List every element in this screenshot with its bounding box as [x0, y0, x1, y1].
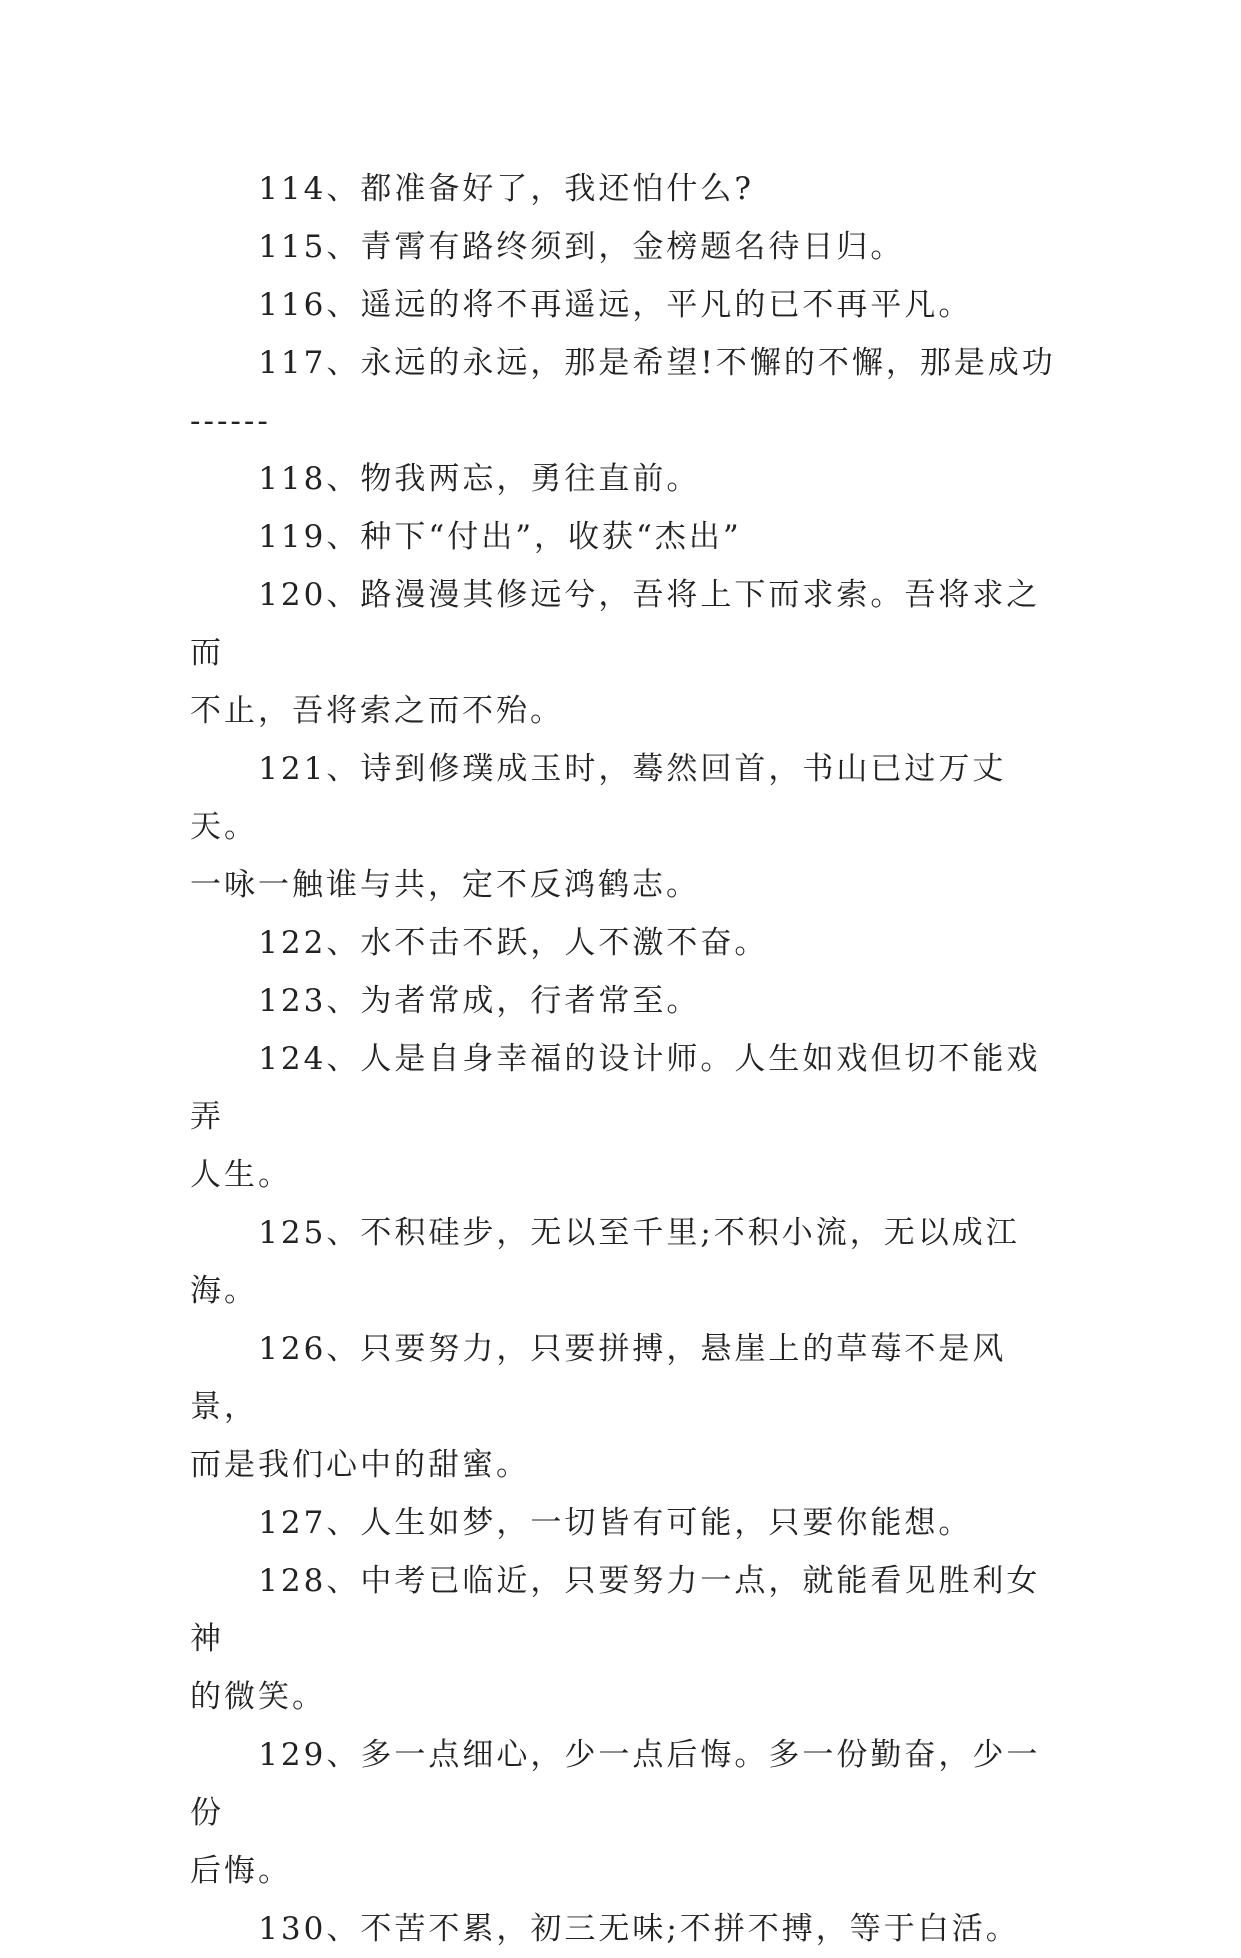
paragraph-118 — [190, 450, 1070, 508]
paragraph-119 — [190, 508, 1070, 566]
paragraph-117 — [190, 334, 1070, 450]
paragraph-line: 123、为者常成，行者常至。 — [258, 983, 701, 1019]
paragraph-continuation: 后悔。 — [190, 1853, 292, 1889]
paragraph-129 — [190, 1726, 1070, 1900]
paragraph-continuation: 不止，吾将索之而不殆。 — [190, 693, 564, 729]
paragraph-line: 117、永远的永远，那是希望!不懈的不懈，那是成功 — [258, 345, 1056, 381]
paragraph-line: 129、多一点细心，少一点后悔。多一份勤奋，少一份 — [190, 1737, 1041, 1831]
paragraph-line: 128、中考已临近，只要努力一点，就能看见胜利女神 — [190, 1563, 1041, 1657]
paragraph-line: 114、都准备好了，我还怕什么? — [258, 171, 754, 207]
paragraph-125 — [190, 1204, 1070, 1320]
paragraph-line: 115、青霄有路终须到，金榜题名待日归。 — [258, 229, 905, 265]
paragraph-121 — [190, 740, 1070, 914]
paragraph-116 — [190, 276, 1070, 334]
paragraph-line: 124、人是自身幸福的设计师。人生如戏但切不能戏弄 — [190, 1041, 1041, 1135]
paragraph-128 — [190, 1552, 1070, 1726]
paragraph-130 — [190, 1900, 1070, 1958]
paragraph-124 — [190, 1030, 1070, 1204]
paragraph-123 — [190, 972, 1070, 1030]
paragraph-continuation: 人生。 — [190, 1157, 292, 1193]
paragraph-115 — [190, 218, 1070, 276]
paragraph-line: 130、不苦不累，初三无味;不拼不搏，等于白活。 — [258, 1911, 1020, 1947]
paragraph-continuation: 而是我们心中的甜蜜。 — [190, 1447, 530, 1483]
paragraph-126 — [190, 1320, 1070, 1494]
paragraph-line: 122、水不击不跃，人不激不奋。 — [258, 925, 769, 961]
paragraph-continuation: 的微笑。 — [190, 1679, 326, 1715]
paragraph-line: 116、遥远的将不再遥远，平凡的已不再平凡。 — [258, 287, 973, 323]
paragraph-114 — [190, 160, 1070, 218]
paragraph-120 — [190, 566, 1070, 740]
paragraph-line: 125、不积硅步，无以至千里;不积小流，无以成江海。 — [190, 1215, 1020, 1309]
paragraph-122 — [190, 914, 1070, 972]
paragraph-continuation: ------ — [190, 403, 271, 439]
paragraph-line: 127、人生如梦，一切皆有可能，只要你能想。 — [258, 1505, 973, 1541]
paragraph-continuation: 一咏一触谁与共，定不反鸿鹤志。 — [190, 867, 700, 903]
paragraph-line: 119、种下“付出”，收获“杰出” — [258, 519, 742, 555]
paragraph-line: 126、只要努力，只要拼搏，悬崖上的草莓不是风景， — [190, 1331, 1007, 1425]
paragraph-line: 120、路漫漫其修远兮，吾将上下而求索。吾将求之而 — [190, 577, 1041, 671]
paragraph-127 — [190, 1494, 1070, 1552]
paragraph-line: 118、物我两忘，勇往直前。 — [258, 461, 701, 497]
document-body — [190, 160, 1070, 1958]
paragraph-line: 121、诗到修璞成玉时，蓦然回首，书山已过万丈天。 — [190, 751, 1007, 845]
